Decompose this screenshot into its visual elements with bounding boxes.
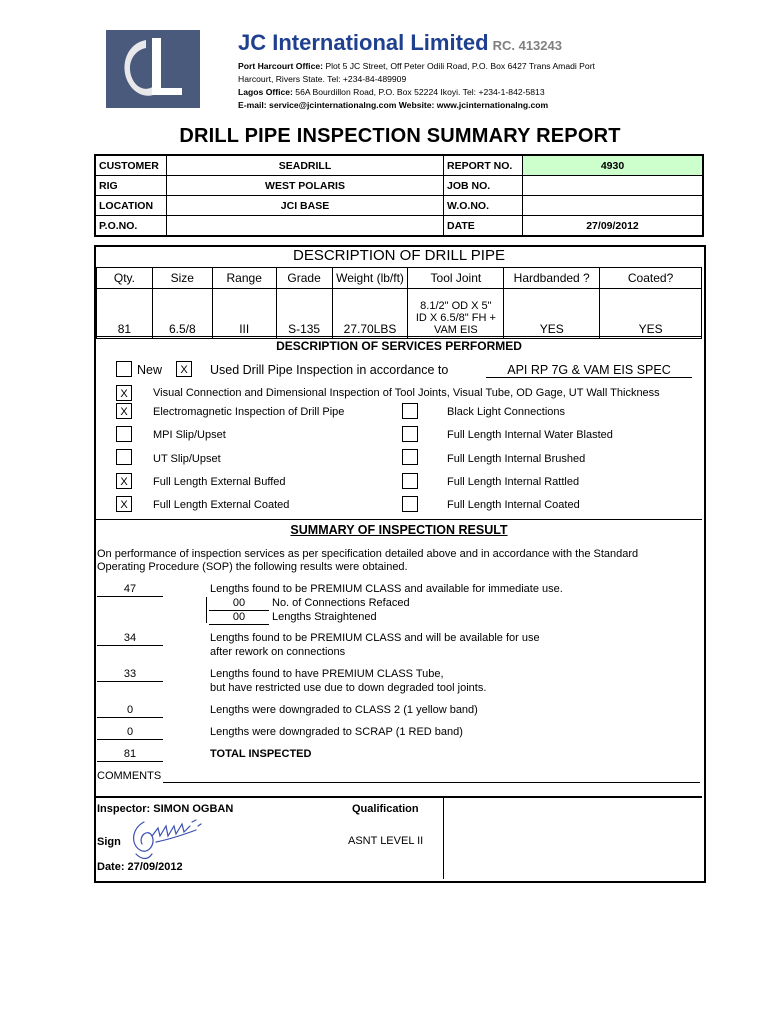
scrap-count: 0	[97, 726, 163, 740]
divider	[96, 796, 702, 798]
sign-label: Sign	[97, 836, 121, 848]
service-checkbox-left-2[interactable]	[116, 449, 132, 465]
rework-count: 34	[97, 632, 163, 646]
used-checkbox[interactable]: X	[176, 361, 192, 377]
tube-label-2: but have restricted use due to down degraded tool joints.	[210, 682, 487, 694]
customer-value: SEADRILL	[167, 155, 444, 176]
class2-label: Lengths were downgraded to CLASS 2 (1 yellow band)	[210, 704, 478, 716]
ph-address-line-2: Harcourt, Rivers State. Tel: +234-84-489909	[238, 74, 407, 84]
divider	[96, 519, 702, 520]
service-checkbox-right-2[interactable]	[402, 449, 418, 465]
weight-value: 27.70LBS	[332, 289, 408, 339]
drill-pipe-table	[96, 267, 702, 339]
visual-inspection-label: Visual Connection and Dimensional Inspection of Tool Joints, Visual Tube, OD Gage, UT Wall Thickness	[153, 387, 660, 399]
col-weight: Weight (lb/ft)	[332, 268, 408, 289]
rig-label: RIG	[95, 176, 167, 196]
coated-value: YES	[600, 289, 702, 339]
service-label-left-1: MPI Slip/Upset	[153, 429, 226, 441]
po-no-label: P.O.NO.	[95, 216, 167, 237]
rework-label-2: after rework on connections	[210, 646, 346, 658]
drill-pipe-section-title: DESCRIPTION OF DRILL PIPE	[293, 247, 505, 264]
visual-inspection-checkbox[interactable]: X	[116, 385, 132, 401]
size-value: 6.5/8	[152, 289, 212, 339]
total-label: TOTAL INSPECTED	[210, 748, 312, 760]
col-range: Range	[212, 268, 276, 289]
report-header-table	[94, 154, 704, 237]
job-no-label: JOB NO.	[444, 176, 523, 196]
hardbanded-value: YES	[504, 289, 600, 339]
report-no-value: 4930	[523, 155, 704, 176]
col-grade: Grade	[276, 268, 332, 289]
col-size: Size	[152, 268, 212, 289]
lagos-address: Lagos Office: 56A Bourdillon Road, P.O. Box 52224 Ikoyi. Tel: +234-1-842-5813	[238, 87, 545, 97]
comments-line[interactable]	[163, 782, 700, 783]
service-label-right-3: Full Length Internal Rattled	[447, 476, 580, 488]
premium-label: Lengths found to be PREMIUM CLASS and available for immediate use.	[210, 583, 563, 595]
refaced-label: No. of Connections Refaced	[272, 597, 410, 609]
divider	[206, 597, 207, 623]
company-logo	[106, 30, 200, 108]
service-label-right-4: Full Length Internal Coated	[447, 499, 580, 511]
class2-count: 0	[97, 704, 163, 718]
contact-line: E-mail: service@jcinternationalng.com Website: www.jcinternationalng.com	[238, 100, 549, 110]
service-checkbox-right-1[interactable]	[402, 426, 418, 442]
qty-value: 81	[97, 289, 153, 339]
location-value: JCI BASE	[167, 196, 444, 216]
wo-no-value	[523, 196, 704, 216]
tool-joint-value: 8.1/2" OD X 5" ID X 6.5/8" FH + VAM EIS	[408, 289, 504, 339]
location-label: LOCATION	[95, 196, 167, 216]
service-label-right-1: Full Length Internal Water Blasted	[447, 429, 613, 441]
col-qty: Qty.	[97, 268, 153, 289]
col-hardbanded: Hardbanded ?	[504, 268, 600, 289]
refaced-count: 00	[209, 597, 269, 611]
signoff-date: Date: 27/09/2012	[97, 861, 183, 873]
service-checkbox-left-3[interactable]: X	[116, 473, 132, 489]
summary-intro-line-2: Operating Procedure (SOP) the following results were obtained.	[97, 561, 408, 573]
service-checkbox-left-0[interactable]: X	[116, 403, 132, 419]
service-label-right-2: Full Length Internal Brushed	[447, 453, 586, 465]
divider	[96, 336, 702, 337]
service-label-left-0: Electromagnetic Inspection of Drill Pipe	[153, 406, 345, 418]
straightened-label: Lengths Straightened	[272, 611, 377, 623]
company-name: JC International Limited RC. 413243	[238, 30, 562, 55]
scrap-label: Lengths were downgraded to SCRAP (1 RED band)	[210, 726, 463, 738]
job-no-value	[523, 176, 704, 196]
service-label-left-2: UT Slip/Upset	[153, 453, 221, 465]
range-value: III	[212, 289, 276, 339]
col-coated: Coated?	[600, 268, 702, 289]
premium-count: 47	[97, 583, 163, 597]
summary-intro-line-1: On performance of inspection services as per specification detailed above and in accordance with the Standard	[97, 548, 639, 560]
tube-count: 33	[97, 668, 163, 682]
total-count: 81	[97, 748, 163, 762]
qualification-label: Qualification	[352, 803, 419, 815]
services-section-title: DESCRIPTION OF SERVICES PERFORMED	[276, 339, 522, 353]
wo-no-label: W.O.NO.	[444, 196, 523, 216]
service-label-left-3: Full Length External Buffed	[153, 476, 286, 488]
customer-label: CUSTOMER	[95, 155, 167, 176]
service-checkbox-right-0[interactable]	[402, 403, 418, 419]
service-checkbox-left-1[interactable]	[116, 426, 132, 442]
inspector-label: Inspector: SIMON OGBAN	[97, 803, 234, 815]
service-checkbox-left-4[interactable]: X	[116, 496, 132, 512]
new-checkbox[interactable]	[116, 361, 132, 377]
new-label: New	[137, 363, 163, 377]
tube-label-1: Lengths found to have PREMIUM CLASS Tube,	[210, 668, 444, 680]
company-rc: RC. 413243	[492, 38, 562, 53]
grade-value: S-135	[276, 289, 332, 339]
service-label-right-0: Black Light Connections	[447, 406, 566, 418]
spec-value: API RP 7G & VAM EIS SPEC	[486, 363, 692, 378]
date-label: DATE	[444, 216, 523, 237]
date-value: 27/09/2012	[523, 216, 704, 237]
straightened-count: 00	[209, 611, 269, 625]
rework-label-1: Lengths found to be PREMIUM CLASS and will be available for use	[210, 632, 540, 644]
summary-section-title: SUMMARY OF INSPECTION RESULT	[290, 523, 508, 537]
rig-value: WEST POLARIS	[167, 176, 444, 196]
service-checkbox-right-4[interactable]	[402, 496, 418, 512]
report-no-label: REPORT NO.	[444, 155, 523, 176]
qualification-value: ASNT LEVEL II	[348, 835, 424, 847]
col-tool-joint: Tool Joint	[408, 268, 504, 289]
used-label: Used Drill Pipe Inspection in accordance to	[210, 363, 449, 377]
service-checkbox-right-3[interactable]	[402, 473, 418, 489]
ph-address-line-1: Port Harcourt Office: Plot 5 JC Street, Off Peter Odili Road, P.O. Box 6427 Trans Amadi Port	[238, 61, 595, 71]
comments-label: COMMENTS	[97, 770, 162, 782]
service-label-left-4: Full Length External Coated	[153, 499, 290, 511]
po-no-value	[167, 216, 444, 237]
divider	[443, 798, 444, 879]
inspector-signature	[126, 814, 206, 864]
report-title: DRILL PIPE INSPECTION SUMMARY REPORT	[179, 125, 621, 147]
